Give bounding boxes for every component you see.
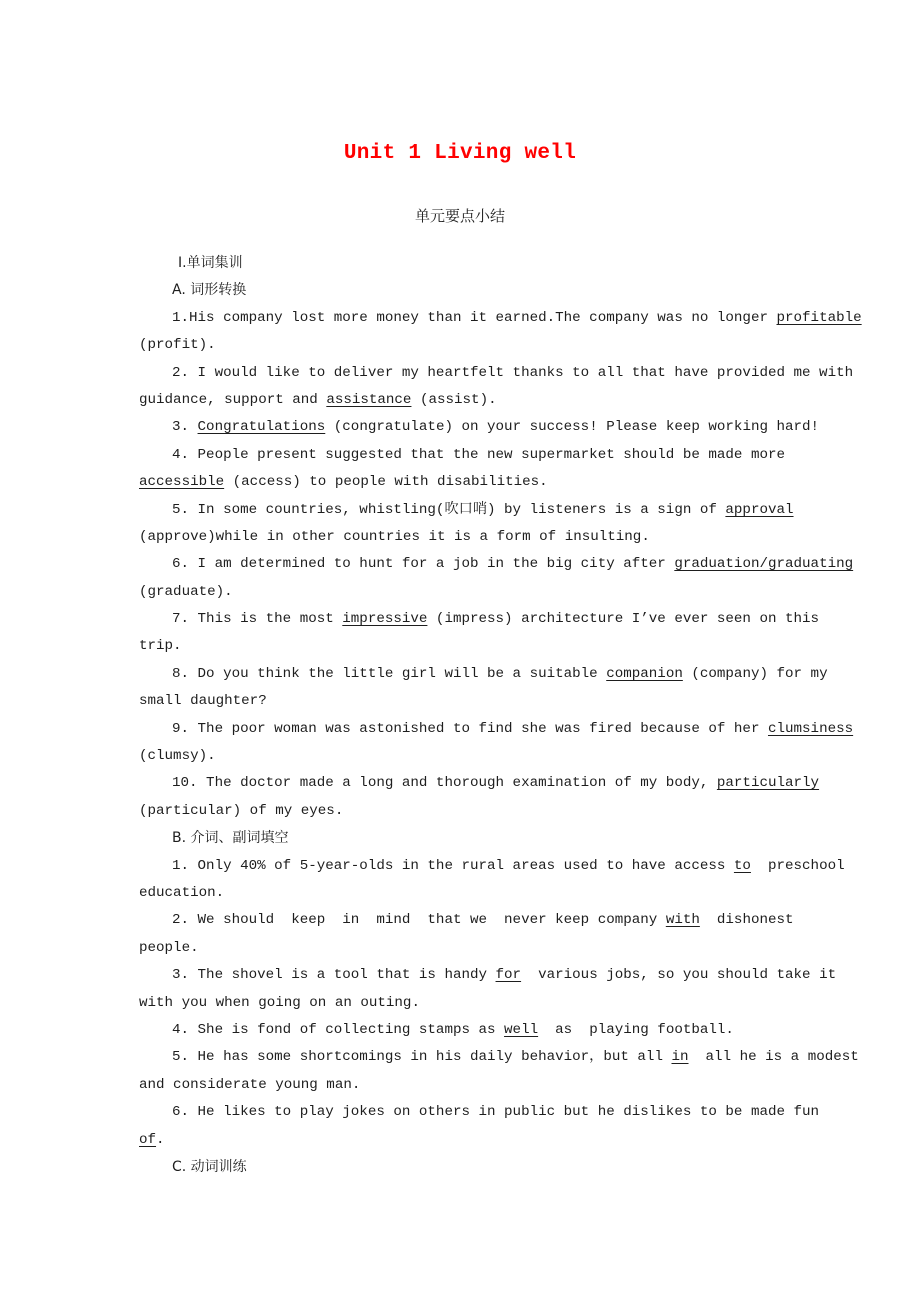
text: (access) to people with disabilities. <box>224 474 548 491</box>
text: 9. The poor woman was astonished to find she was fired because of her <box>172 720 768 737</box>
exercise-a4-cont <box>139 469 834 496</box>
answer-blank: clumsiness <box>767 720 854 737</box>
answer-blank: of <box>139 1131 157 1148</box>
answer-blank: profitable <box>776 309 862 326</box>
exercise-b5-cont: and considerate young man. <box>139 1076 361 1093</box>
exercise-b6: 6. He likes to play jokes on others in public but he dislikes to be made fun <box>172 1104 820 1121</box>
answer-blank: well <box>504 1021 539 1038</box>
answer-blank: impressive <box>342 611 428 628</box>
text: (assist). <box>411 391 497 408</box>
text: 7. This is the most <box>172 611 343 628</box>
text: preschool <box>750 857 845 874</box>
text: . <box>156 1131 165 1148</box>
text: (congratulate) on your success! Please keep working hard! <box>325 419 820 436</box>
answer-blank: approval <box>725 501 794 518</box>
exercise-b6-cont <box>139 1127 834 1154</box>
text: all he is a modest <box>688 1049 859 1066</box>
exercise-a3 <box>139 414 834 441</box>
answer-blank: particularly <box>716 775 820 792</box>
answer-blank: companion <box>606 665 683 682</box>
exercise-b5 <box>139 1044 859 1071</box>
text: (company) for my <box>682 665 828 682</box>
exercise-a5 <box>139 497 834 524</box>
text: various jobs, so you should take it <box>521 967 837 984</box>
exercise-a10-cont: (particular) of my eyes. <box>139 802 344 819</box>
answer-blank: graduation/graduating <box>674 556 854 573</box>
text: 3. <box>172 419 198 436</box>
exercise-a2-cont <box>139 387 834 414</box>
text: dishonest <box>699 912 794 929</box>
answer-blank: accessible <box>139 474 225 491</box>
exercise-a4: 4. People present suggested that the new supermarket should be made more <box>172 446 785 463</box>
exercise-a8-cont: small daughter? <box>139 693 267 710</box>
answer-blank: in <box>671 1049 689 1066</box>
text: as playing football. <box>538 1021 734 1038</box>
answer-blank: assistance <box>326 391 412 408</box>
answer-blank: with <box>665 912 700 929</box>
text: (impress) architecture I’ve ever seen on this <box>427 611 820 628</box>
text: 1. Only 40% of 5-year-olds in the rural areas used to have access <box>172 857 734 874</box>
exercise-b2 <box>139 907 834 934</box>
answer-blank: Congratulations <box>197 419 326 436</box>
document-body <box>139 250 862 1181</box>
exercise-b4 <box>139 1017 834 1044</box>
text: 4. She is fond of collecting stamps as <box>172 1021 505 1038</box>
exercise-a5-cont: (approve)while in other countries it is a form of insulting. <box>139 528 650 545</box>
part-b-heading: B. 介词、副词填空 <box>172 830 289 847</box>
exercise-a1-cont: (profit). <box>139 337 216 354</box>
exercise-a2: 2. I would like to deliver my heartfelt thanks to all that have provided me with <box>172 364 854 381</box>
text: 6. I am determined to hunt for a job in the big city after <box>172 556 675 573</box>
text: 2. We should keep in mind that we never keep company <box>172 912 666 929</box>
exercise-b2-cont: people. <box>139 939 199 956</box>
exercise-b3-cont: with you when going on an outing. <box>139 994 420 1011</box>
exercise-a9 <box>139 716 854 743</box>
part-c-heading: C. 动词训练 <box>172 1158 247 1175</box>
document-title: Unit 1 Living well <box>343 142 577 165</box>
part-a-heading: A. 词形转换 <box>172 282 247 299</box>
exercise-a8 <box>139 661 834 688</box>
exercise-a10 <box>139 770 834 797</box>
exercise-a7-cont: trip. <box>139 638 182 655</box>
exercise-a9-cont: (clumsy). <box>139 748 216 765</box>
text: 3. The shovel is a tool that is handy <box>172 967 496 984</box>
exercise-a7 <box>139 606 834 633</box>
exercise-b3 <box>139 962 837 989</box>
exercise-a1 <box>139 305 862 332</box>
exercise-a6-cont: (graduate). <box>139 583 233 600</box>
section-heading: Ⅰ.单词集训 <box>178 255 243 271</box>
document-subtitle: 单元要点小结 <box>414 207 505 225</box>
text: 8. Do you think the little girl will be a suitable <box>172 665 607 682</box>
text: 1.His company lost more money than it earned.The company was no longer <box>172 309 777 326</box>
exercise-b1-cont: education. <box>139 884 225 901</box>
exercise-b1 <box>139 853 845 880</box>
text: 5. In some countries, whistling(吹口哨) by listeners is a sign of <box>172 501 726 518</box>
text: guidance, support and <box>139 391 327 408</box>
exercise-a6 <box>139 551 854 578</box>
answer-blank: for <box>495 967 522 984</box>
text: 10. The doctor made a long and thorough examination of my body, <box>172 775 717 792</box>
answer-blank: to <box>733 857 751 874</box>
text: 5. He has some shortcomings in his daily behavior，but all <box>172 1049 672 1066</box>
